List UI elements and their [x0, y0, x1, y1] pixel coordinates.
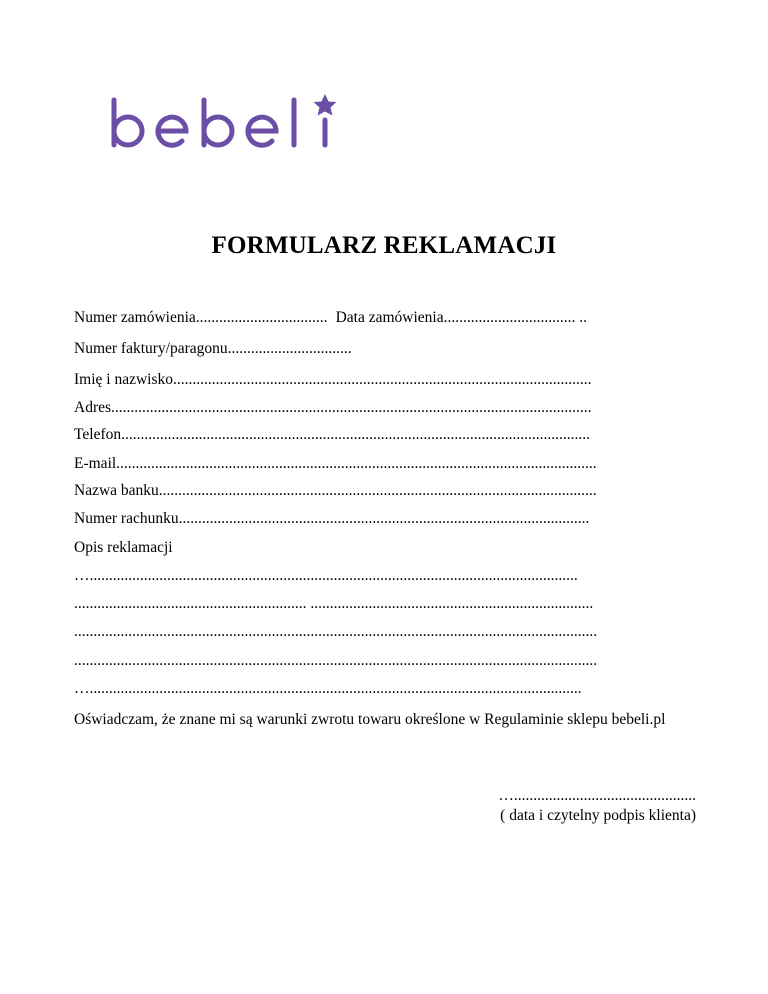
order-date-field[interactable]: Data zamówienia.................................. ..: [335, 309, 587, 326]
email-field[interactable]: E-mail............................................................................................................................: [74, 455, 597, 472]
statement-text: Oświadczam, że znane mi są warunki zwrotu towaru określone w Regulaminie sklepu bebeli.pl: [74, 711, 666, 728]
bank-name-field[interactable]: Nazwa banku.................................................................................................................: [74, 482, 597, 499]
description-line-3[interactable]: .......................................................................................................................................: [74, 623, 598, 640]
signature-caption: ( data i czytelny podpis klienta): [500, 807, 696, 824]
order-line: [74, 308, 587, 328]
bebeli-logo-icon: [108, 92, 348, 154]
account-number-field[interactable]: Numer rachunku..........................................................................................................: [74, 510, 590, 527]
phone-field[interactable]: Telefon.........................................................................................................................: [74, 426, 590, 443]
description-line-5[interactable]: …...............................................................................................................................: [74, 680, 582, 697]
name-field[interactable]: Imię i nazwisko............................................................................................................: [74, 371, 592, 388]
description-label: Opis reklamacji: [74, 539, 173, 556]
order-number-field[interactable]: Numer zamówienia..................................: [74, 309, 328, 326]
description-line-4[interactable]: .......................................................................................................................................: [74, 652, 598, 669]
signature-line[interactable]: …...............................................: [498, 787, 696, 804]
description-line-2[interactable]: ............................................................ .........................................................................: [74, 595, 594, 612]
description-line-1[interactable]: …..............................................................................................................................: [74, 567, 578, 584]
invoice-field[interactable]: Numer faktury/paragonu................................: [74, 340, 352, 357]
page-title: FORMULARZ REKLAMACJI: [211, 232, 557, 259]
address-field[interactable]: Adres............................................................................................................................: [74, 399, 592, 416]
bebeli-logo: [108, 92, 348, 154]
